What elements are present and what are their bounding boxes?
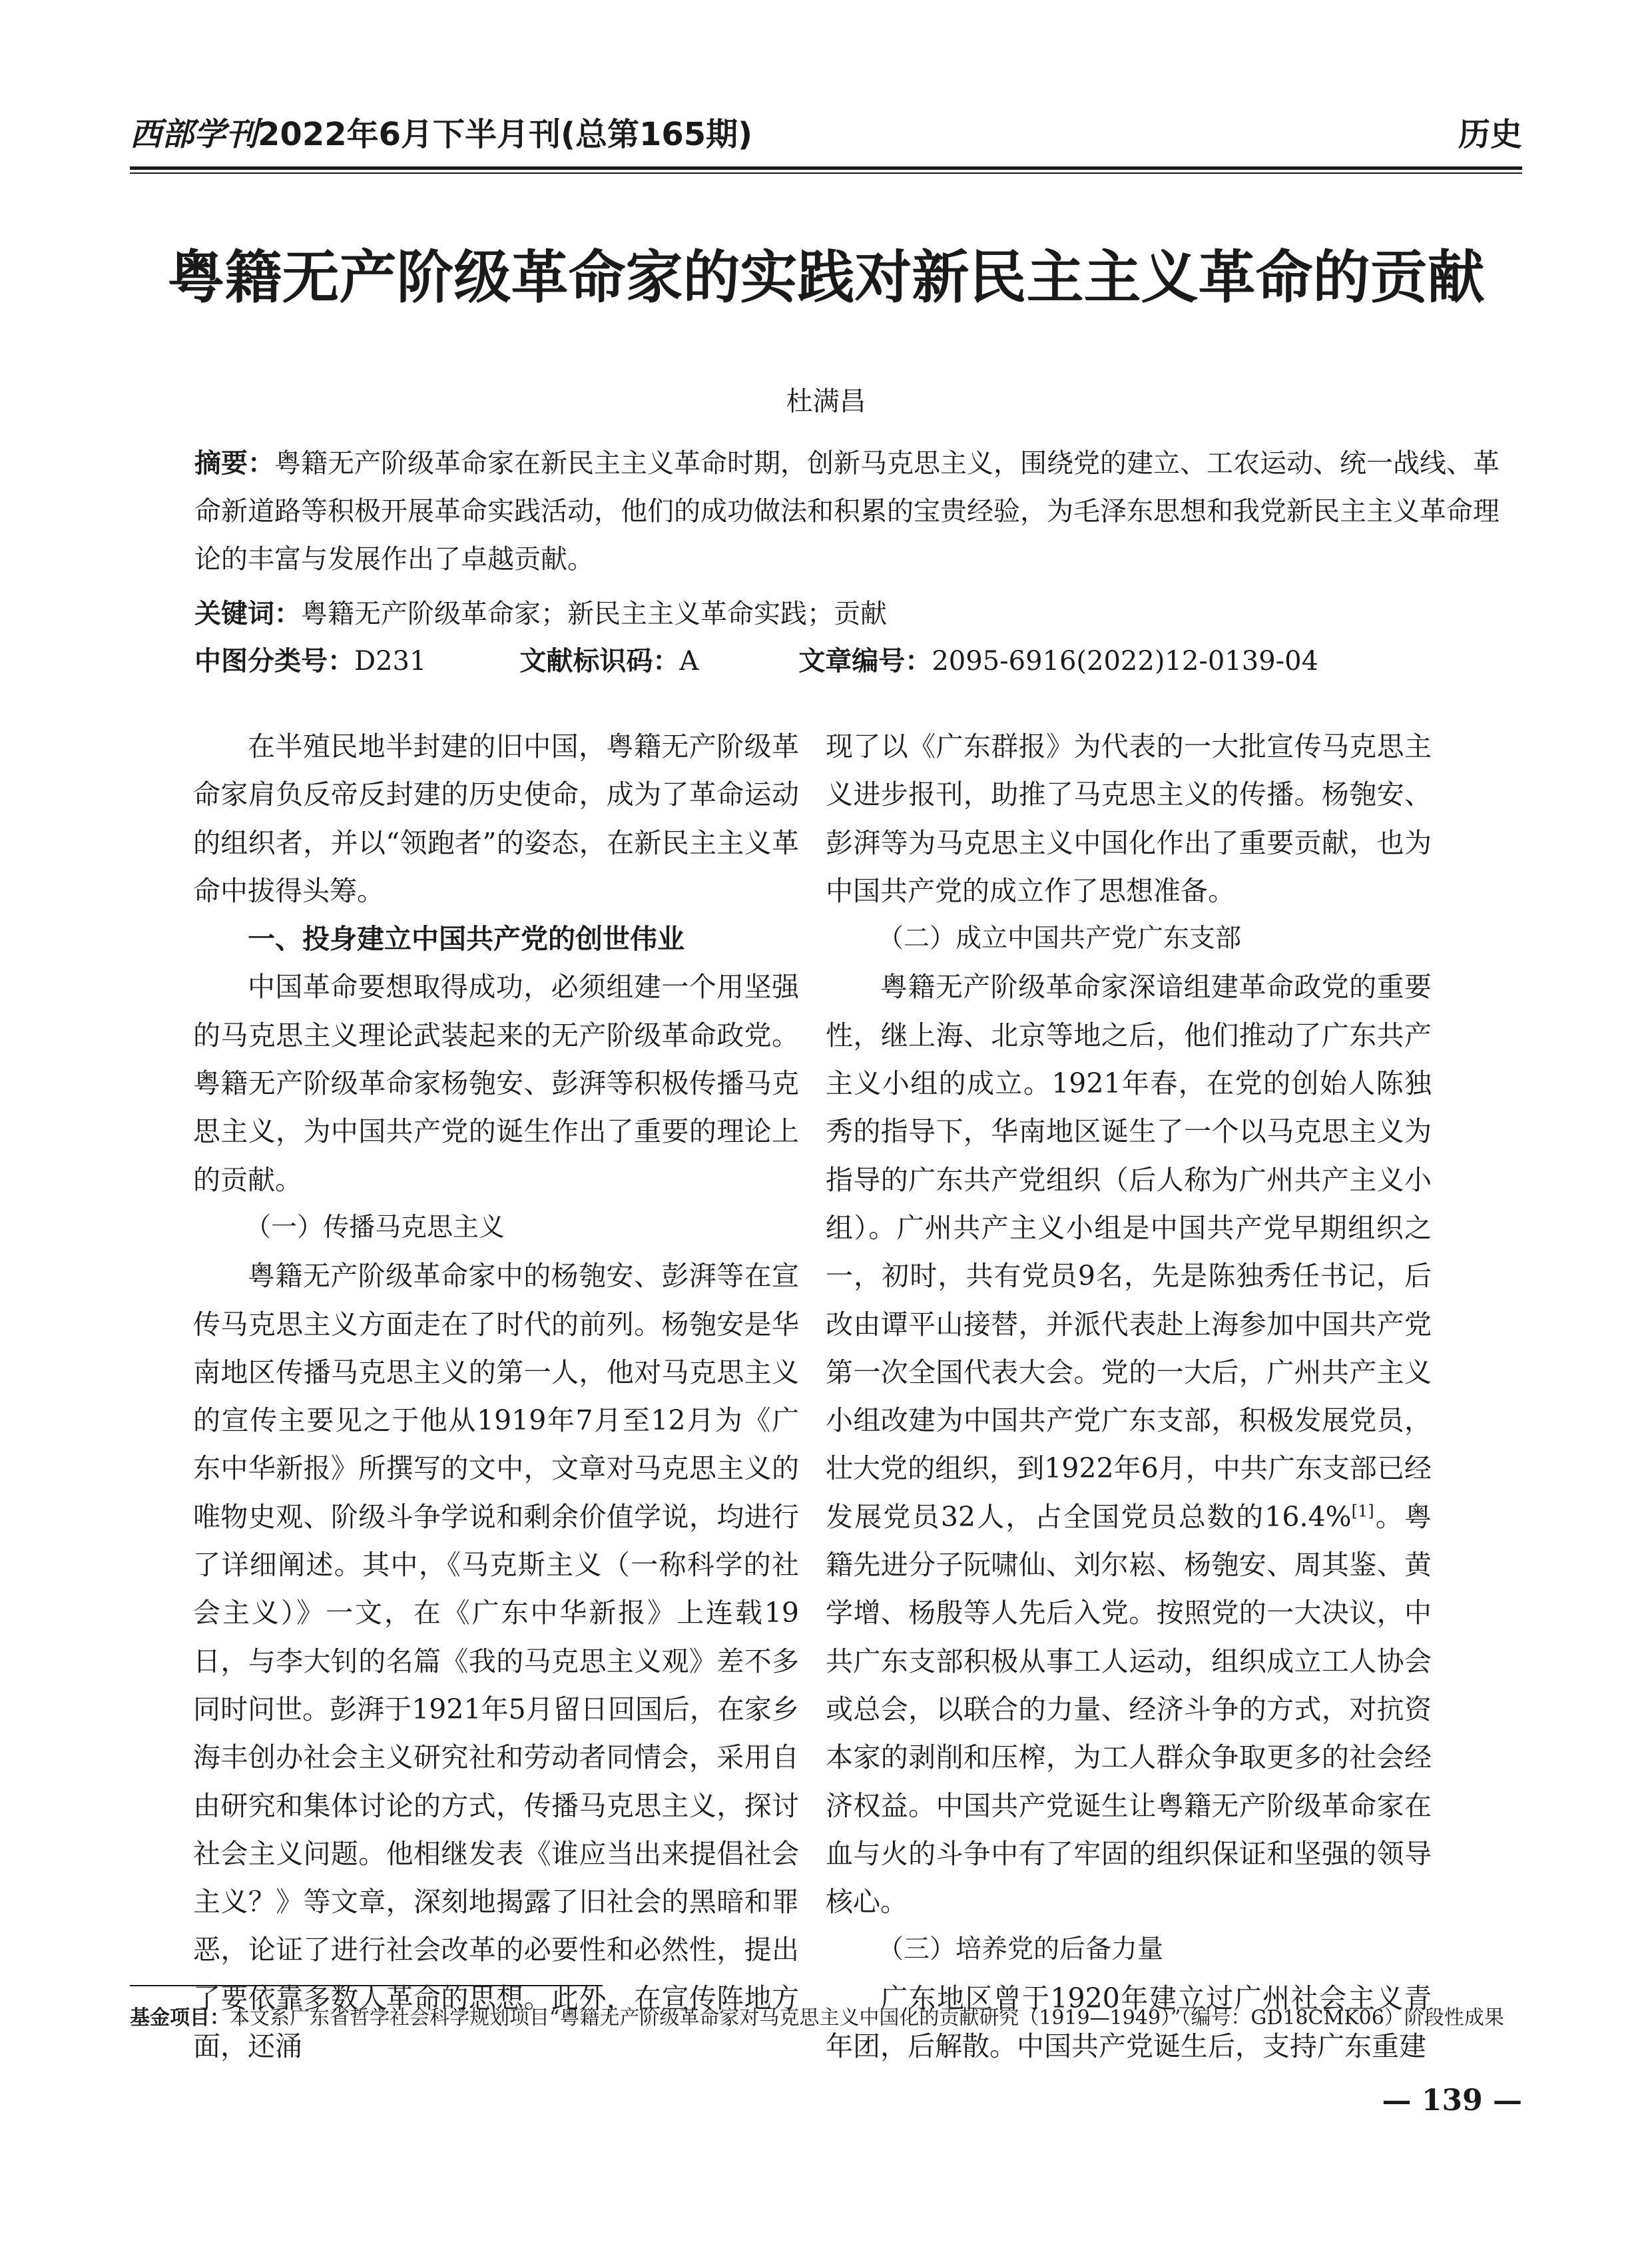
paragraph: 广东地区曾于1920年建立过广州社会主义青年团，后解散。中国共产党诞生后，支持广东重建 (826, 1982, 1432, 2063)
abstract-label: 摘要： (194, 448, 274, 479)
article-title: 粤籍无产阶级革命家的实践对新民主主义革命的贡献 (167, 244, 1485, 311)
abstract (194, 439, 1522, 583)
page-number: — 139 — (1382, 2084, 1522, 2117)
body-column-right (826, 722, 1432, 2070)
paragraph-text: 粤籍无产阶级革命家深谙组建革命政党的重要性，继上海、北京等地之后，他们推动了广东共产主义小组的成立。1921年春，在党的创始人陈独秀的指导下，华南地区诞生了一个以马克思主义为指导的广东共产党组织（后人称为广州共产主义小组）。广州共产主义小组是中国共产党早期组织之一，初时，共有党员9名，先是陈独秀任书记，后改由谭平山接替，并派代表赴上海参加中国共产党第一次全国代表大会。党的一大后，广州共产主义小组改建为中国共产党广东支部，积极发展党员，壮大党的组织，到1922年6月，中共广东支部已经发展党员32人，占全国党员总数的16.4% (826, 971, 1432, 1533)
footnote-label: 基金项目： (130, 2006, 230, 2030)
paragraph: 在半殖民地半封建的旧中国，粤籍无产阶级革命家肩负反帝反封建的历史使命，成为了革命运动的组织者，并以“领跑者”的姿态，在新民主主义革命中拔得头筹。 (193, 730, 799, 907)
citation-mark: [1] (1351, 1502, 1374, 1521)
journal-logo: 西部学刊 (130, 116, 258, 153)
paragraph: 中国革命要想取得成功，必须组建一个用坚强的马克思主义理论武装起来的无产阶级革命政党。粤籍无产阶级革命家杨匏安、彭湃等积极传播马克思主义，为中国共产党的诞生作出了重要的理论上的贡献。 (193, 971, 799, 1196)
footnote (130, 2001, 1522, 2036)
abstract-text: 粤籍无产阶级革命家在新民主主义革命时期，创新马克思主义，围绕党的建立、工农运动、统一战线、革命新道路等积极开展革命实践活动，他们的成功做法和积累的宝贵经验，为毛泽东思想和我党新民主主义革命理论的丰富与发展作出了卓越贡献。 (194, 448, 1500, 575)
paragraph: 现了以《广东群报》为代表的一大批宣传马克思主义进步报刊，助推了马克思主义的传播。杨匏安、彭湃等为马克思主义中国化作出了重要贡献，也为中国共产党的成立作了思想准备。 (826, 730, 1432, 907)
class-label: 中图分类号： (194, 646, 354, 677)
section-heading: 一、投身建立中国共产党的创世伟业 (248, 923, 685, 956)
paragraph-text: 。粤籍先进分子阮啸仙、刘尔崧、杨匏安、周其鉴、黄学增、杨殷等人先后入党。按照党的一大决议，中共广东支部积极从事工人运动，组织成立工人协会或总会，以联合的力量、经济斗争的方式，对抗资本家的剥削和压榨，为工人群众争取更多的社会经济权益。中国共产党诞生让粤籍无产阶级革命家在血与火的斗争中有了牢固的组织保证和坚强的领导核心。 (826, 1500, 1432, 1918)
header-rule-thin (130, 172, 1522, 174)
body-column-left (193, 722, 799, 2070)
keywords (194, 590, 1522, 638)
class-value: D231 (354, 646, 427, 677)
paragraph: 粤籍无产阶级革命家中的杨匏安、彭湃等在宣传马克思主义方面走在了时代的前列。杨匏安是华南地区传播马克思主义的第一人，他对马克思主义的宣传主要见之于他从1919年7月至12月为《广东中华新报》所撰写的文中，文章对马克思主义的唯物史观、阶级斗争学说和剩余价值学说，均进行了详细阐述。其中，《马克斯主义（一称科学的社会主义）》一文，在《广东中华新报》上连载19日，与李大钊的名篇《我的马克思主义观》差不多同时问世。彭湃于1921年5月留日回国后，在家乡海丰创办社会主义研究社和劳动者同情会，采用自由研究和集体讨论的方式，传播马克思主义，探讨社会主义问题。他相继发表《谁应当出来提倡社会主义？》等文章，深刻地揭露了旧社会的黑暗和罪恶，论证了进行社会改革的必要性和必然性，提出了要依靠多数人革命的思想。此外，在宣传阵地方面，还涌 (193, 1260, 799, 2063)
keywords-text: 粤籍无产阶级革命家；新民主主义革命实践；贡献 (301, 599, 887, 629)
footnote-text: 本文系广东省哲学社会科学规划项目“粤籍无产阶级革命家对马克思主义中国化的贡献研究（1919—1949）”（编号：GD18CMK06）阶段性成果 (230, 2006, 1504, 2030)
article-no-value: 2095-6916(2022)12-0139-04 (932, 646, 1319, 677)
subsection-heading: （一）传播马克思主义 (245, 1212, 505, 1243)
subsection-heading: （二）成立中国共产党广东支部 (878, 924, 1242, 954)
doc-label: 文献标识码： (519, 646, 680, 677)
classification-line (194, 637, 1522, 685)
doc-value: A (679, 646, 699, 677)
subsection-heading: （三）培养党的后备力量 (878, 1934, 1164, 1965)
header-rule (130, 166, 1522, 170)
article-author: 杜满昌 (786, 386, 866, 417)
journal-issue: 2022年6月下半月刊(总第165期) (258, 116, 753, 153)
section-label: 历史 (1458, 116, 1522, 153)
paragraph (826, 963, 1432, 1926)
footnote-rule (130, 1985, 603, 1986)
journal-issue-header (130, 115, 752, 154)
keywords-label: 关键词： (194, 599, 301, 629)
article-no-label: 文章编号： (798, 646, 932, 677)
